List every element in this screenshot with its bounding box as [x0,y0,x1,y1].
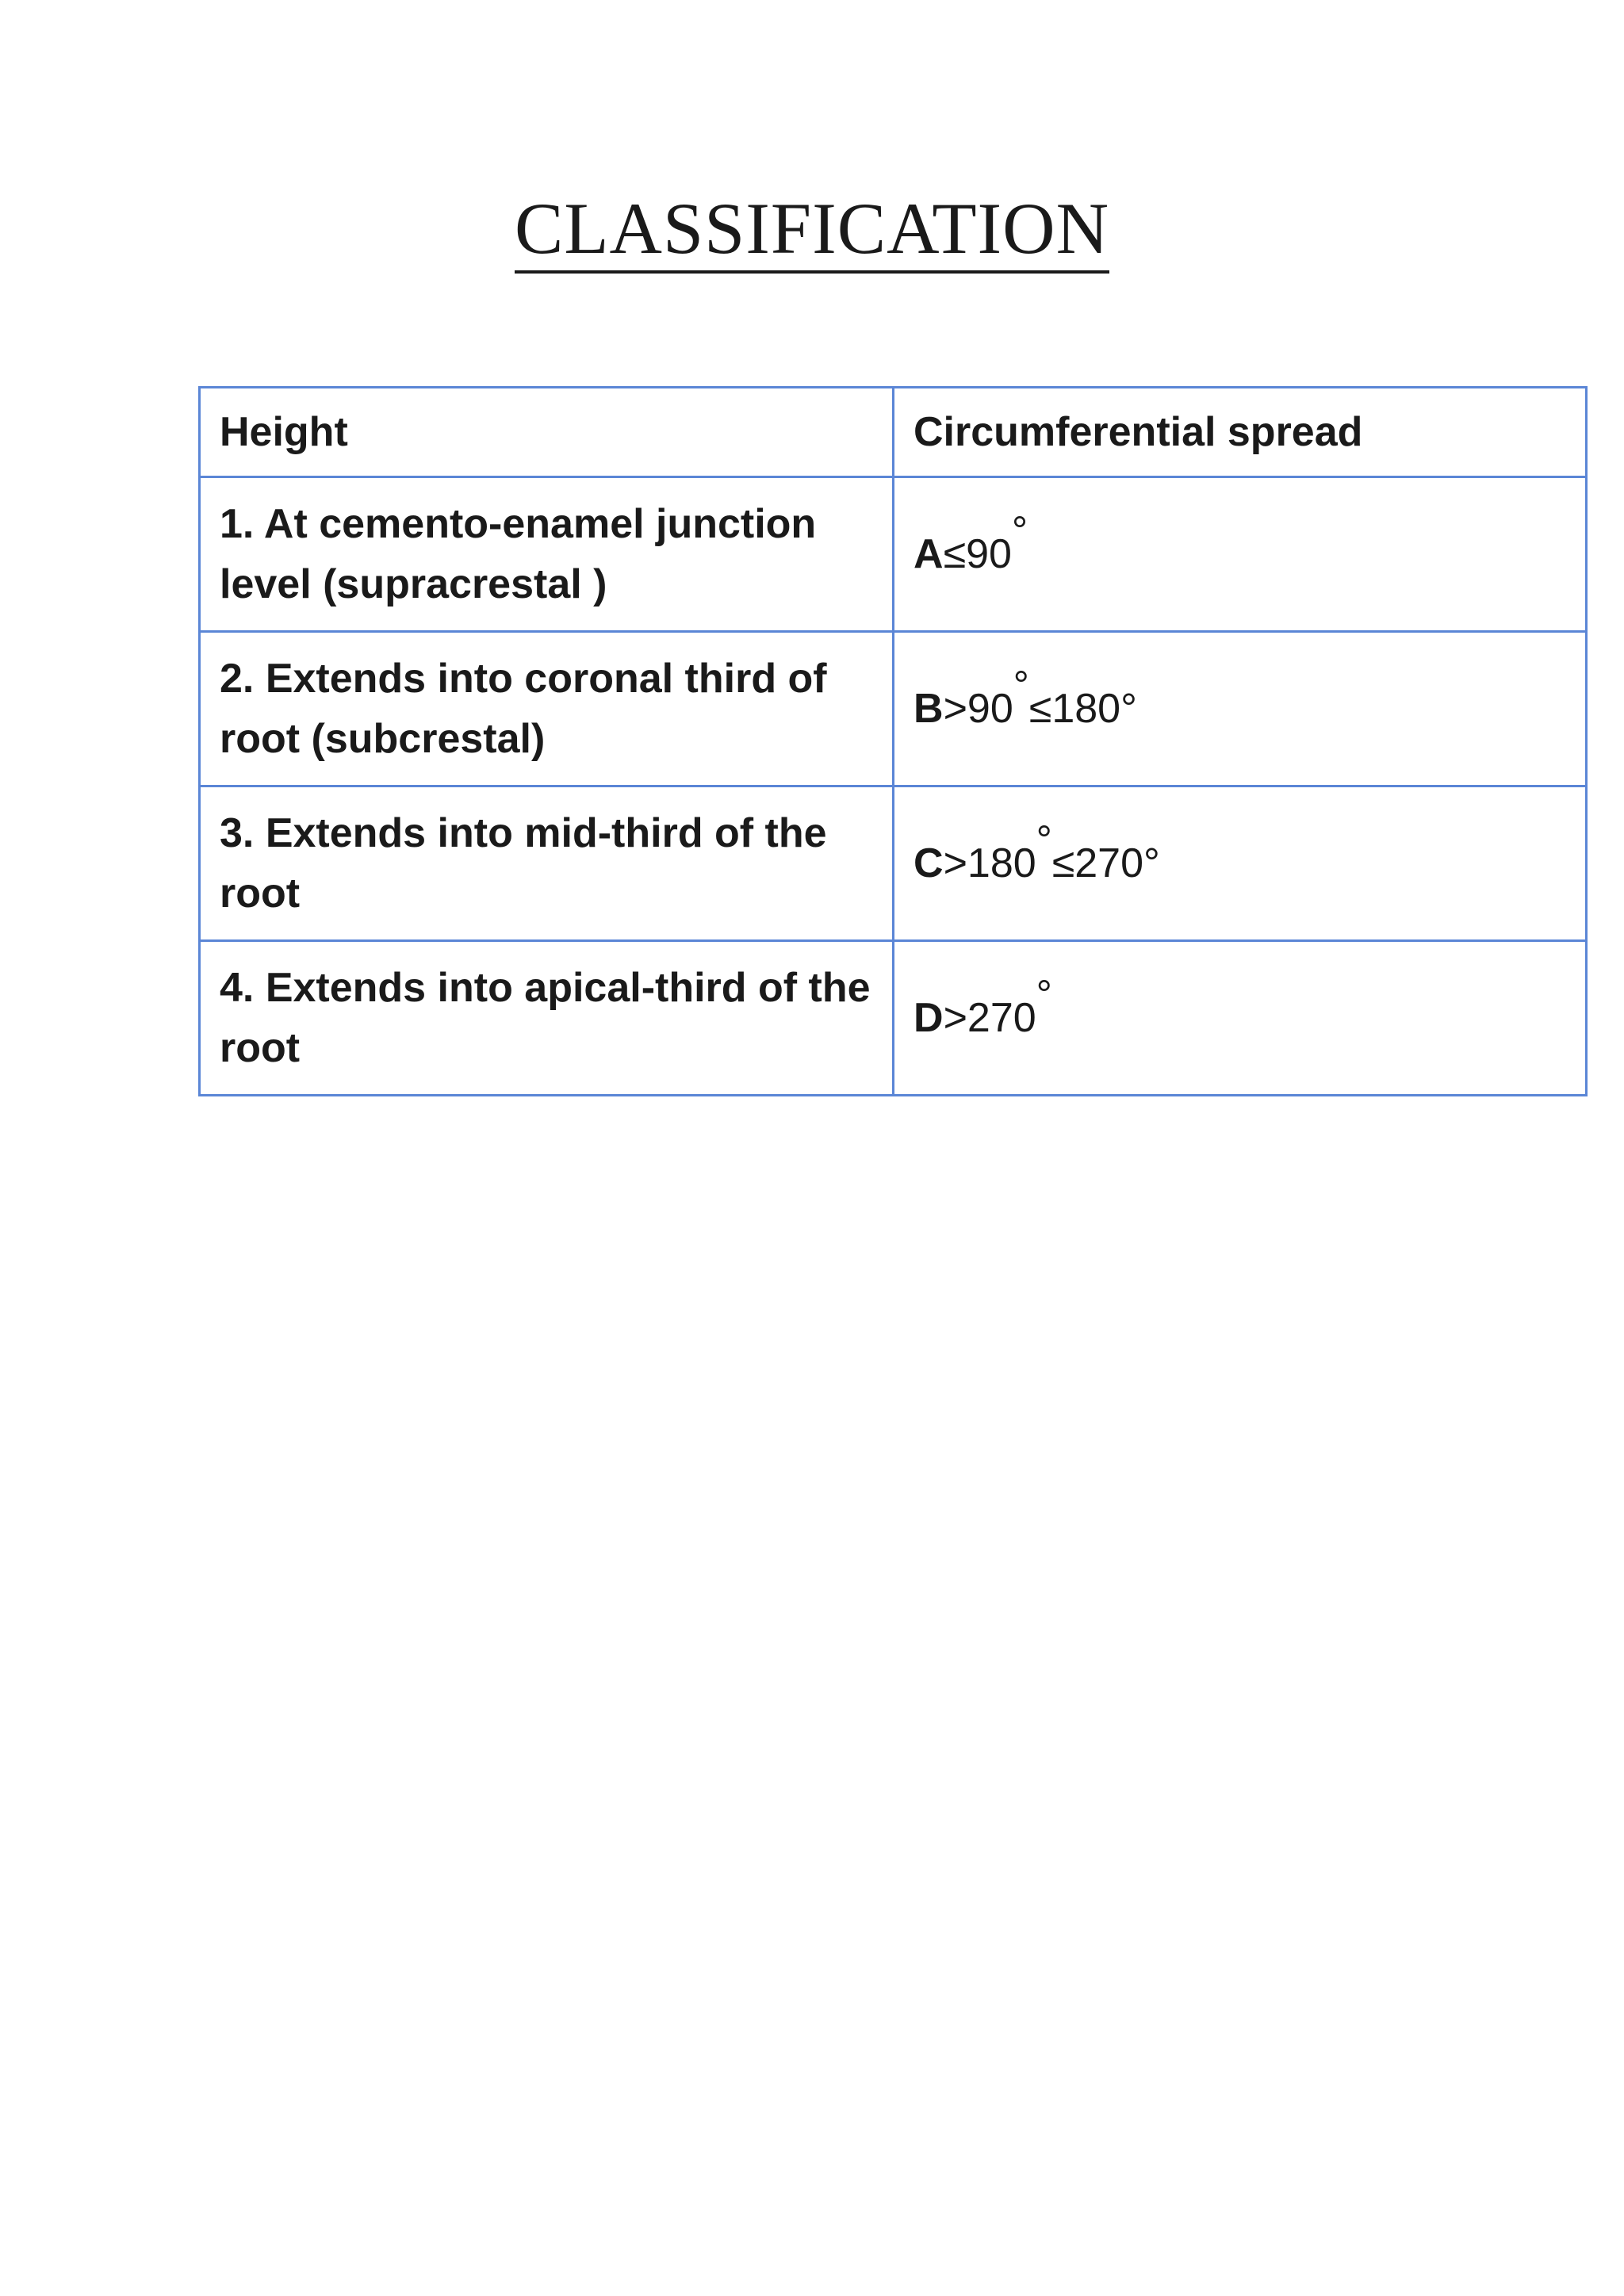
table-header-row [200,388,1587,477]
spread-upper-bound: ≤180° [1028,686,1137,732]
grade-letter: D [914,995,944,1041]
degree-symbol: ° [1011,508,1028,553]
header-circumferential-spread: Circumferential spread [894,388,1587,477]
spread-value: >270 [943,995,1036,1041]
height-cell: 1. At cemento-enamel junction level (supracrestal ) [200,477,894,632]
classification-table [198,386,1588,1096]
table-row [200,941,1587,1096]
spread-value: ≤90 [943,531,1012,577]
table-row [200,632,1587,786]
grade-letter: B [914,686,944,732]
spread-cell [894,477,1587,632]
height-cell: 2. Extends into coronal third of root (subcrestal) [200,632,894,786]
grade-letter: C [914,840,944,886]
spread-cell [894,632,1587,786]
page-title-text: CLASSIFICATION [515,188,1109,274]
header-height: Height [200,388,894,477]
page-title [0,184,1624,273]
height-cell: 4. Extends into apical-third of the root [200,941,894,1096]
spread-cell [894,941,1587,1096]
degree-symbol: ° [1036,817,1052,862]
table-row [200,786,1587,941]
table-row [200,477,1587,632]
spread-upper-bound: ≤270° [1051,840,1160,886]
height-cell: 3. Extends into mid-third of the root [200,786,894,941]
spread-value: >180 [943,840,1036,886]
grade-letter: A [914,531,944,577]
degree-symbol: ° [1036,972,1052,1016]
spread-cell [894,786,1587,941]
degree-symbol: ° [1013,663,1029,707]
spread-value: >90 [943,686,1013,732]
